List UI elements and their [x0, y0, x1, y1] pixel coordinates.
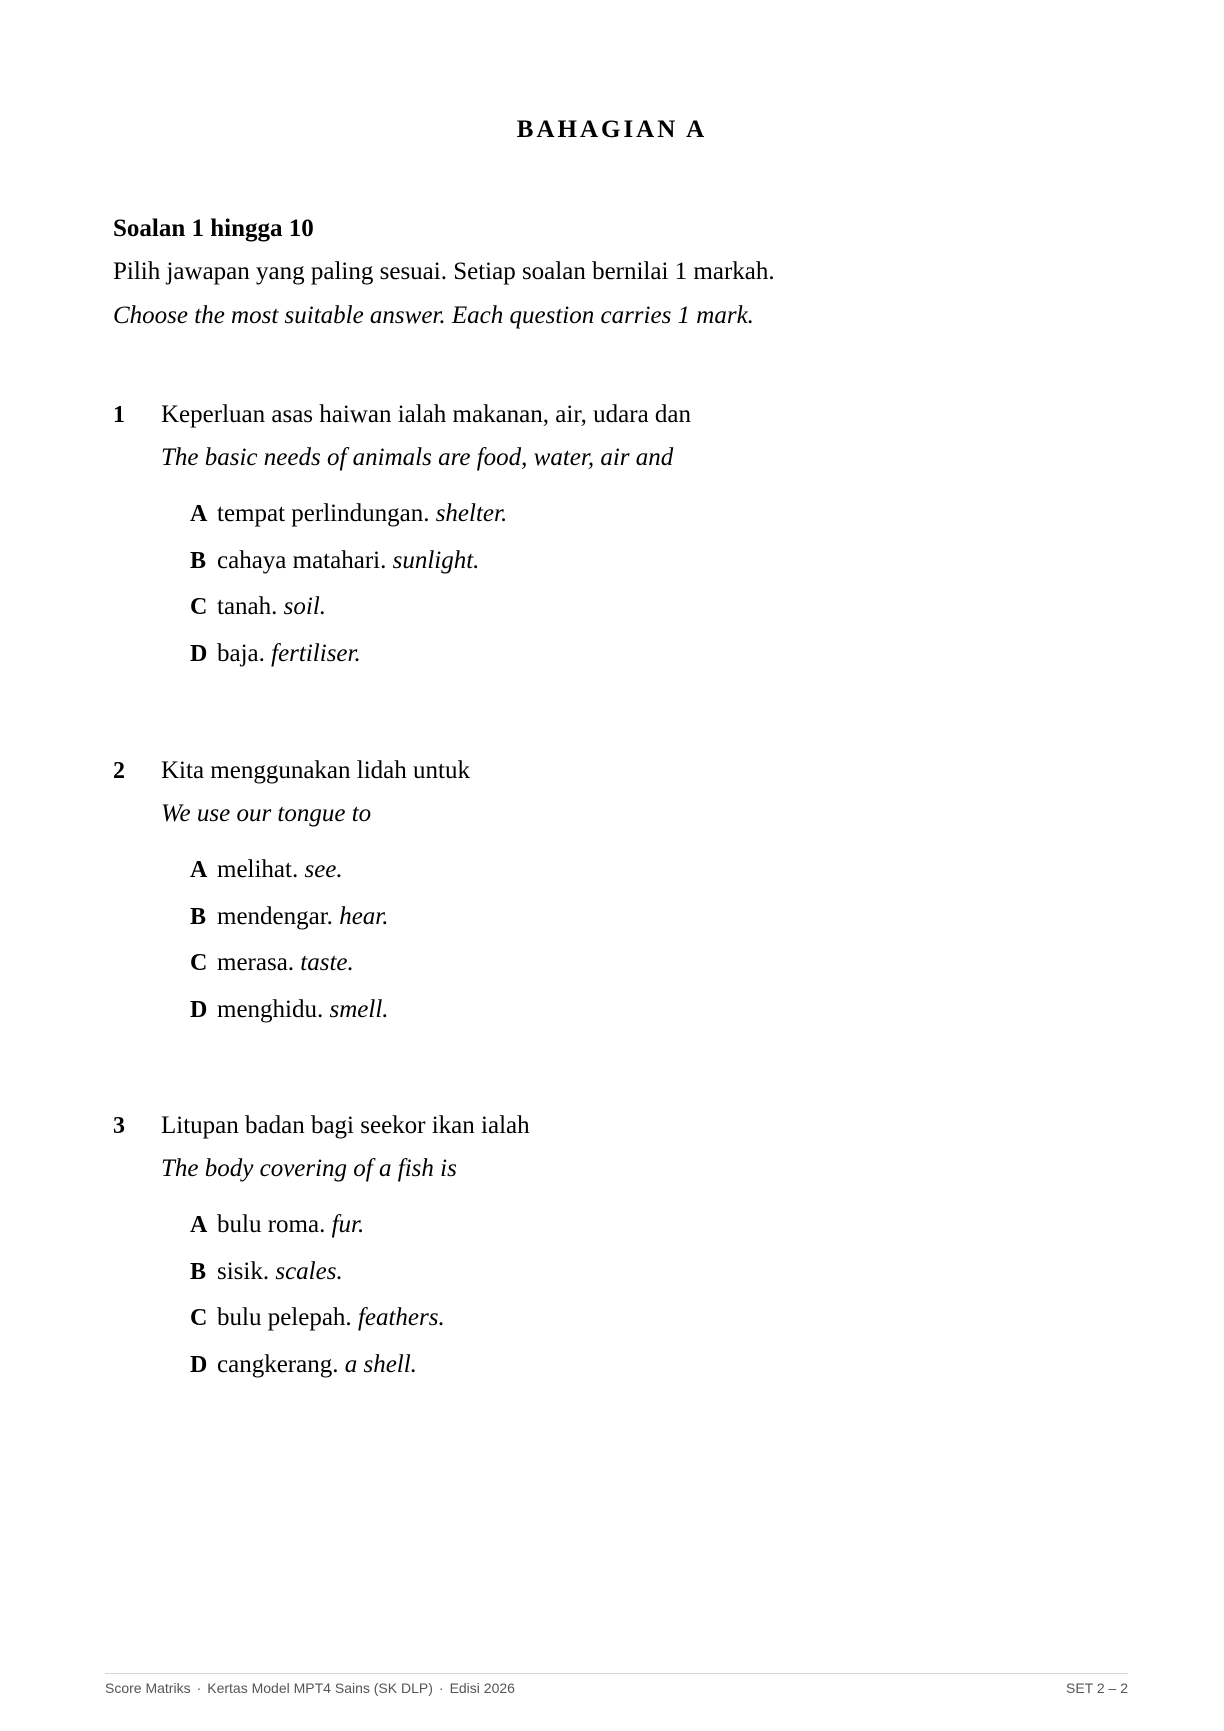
- option-letter: B: [190, 547, 207, 574]
- option-text-malay: cahaya matahari.: [217, 546, 387, 574]
- question-number: 3: [113, 1113, 125, 1139]
- option-letter: B: [190, 1258, 207, 1285]
- question-stem-malay: Kita menggunakan lidah untuk: [161, 757, 470, 784]
- option-b[interactable]: [190, 899, 389, 946]
- option-text-english: hear.: [339, 902, 389, 930]
- page-footer: [105, 1673, 1128, 1696]
- footer-separator: ·: [438, 1680, 444, 1696]
- option-letter: B: [190, 903, 207, 930]
- option-d[interactable]: [190, 992, 389, 1039]
- option-text-english: fertiliser.: [271, 639, 361, 667]
- question-number: 2: [113, 758, 125, 784]
- option-letter: D: [190, 996, 208, 1023]
- option-letter: C: [190, 594, 208, 620]
- footer-page-label: SET 2 – 2: [1065, 1680, 1128, 1696]
- footer-publisher: Score Matriks: [105, 1680, 191, 1696]
- footer-left: [105, 1679, 515, 1697]
- option-text-english: soil.: [283, 593, 327, 620]
- option-text-malay: merasa.: [217, 949, 295, 976]
- section-title: BAHAGIAN A: [516, 116, 708, 143]
- option-d[interactable]: [190, 1347, 445, 1394]
- question-stem-english: The body covering of a fish is: [161, 1155, 457, 1182]
- option-text-english: taste.: [300, 949, 354, 976]
- instructions-heading: Soalan 1 hingga 10: [113, 215, 314, 242]
- footer-edition: Edisi 2026: [449, 1680, 515, 1696]
- option-letter: A: [190, 857, 208, 883]
- footer-separator: ·: [196, 1680, 202, 1696]
- option-a[interactable]: [190, 852, 389, 899]
- option-text-malay: melihat.: [217, 856, 299, 883]
- option-letter: D: [190, 1351, 208, 1378]
- option-letter: D: [190, 640, 208, 667]
- instructions-english: Choose the most suitable answer. Each question carries 1 mark.: [113, 302, 754, 329]
- answer-options: [190, 852, 389, 1038]
- instructions-block: [113, 211, 1113, 342]
- option-a[interactable]: [190, 1207, 445, 1254]
- option-text-english: a shell.: [344, 1350, 417, 1378]
- option-text-malay: mendengar.: [217, 902, 333, 930]
- option-letter: C: [190, 1305, 208, 1331]
- option-text-english: smell.: [329, 995, 389, 1023]
- option-text-english: shelter.: [435, 500, 508, 527]
- option-text-malay: sisik.: [217, 1257, 270, 1285]
- option-b[interactable]: [190, 1254, 445, 1301]
- option-text-malay: bulu pelepah.: [217, 1304, 352, 1331]
- option-c[interactable]: [190, 1300, 445, 1347]
- option-text-english: feathers.: [357, 1304, 445, 1331]
- option-text-malay: tanah.: [217, 593, 278, 620]
- option-text-english: fur.: [331, 1211, 365, 1238]
- option-text-malay: baja.: [217, 639, 265, 667]
- option-b[interactable]: [190, 543, 507, 590]
- option-letter: A: [190, 501, 208, 527]
- option-letter: C: [190, 950, 208, 976]
- option-a[interactable]: [190, 496, 507, 543]
- option-c[interactable]: [190, 945, 389, 992]
- option-c[interactable]: [190, 589, 507, 636]
- option-text-english: sunlight.: [392, 546, 480, 574]
- question-stem-malay: Litupan badan bagi seekor ikan ialah: [161, 1112, 530, 1139]
- footer-paper-title: Kertas Model MPT4 Sains (SK DLP): [207, 1680, 433, 1696]
- option-text-malay: cangkerang.: [217, 1350, 339, 1378]
- question-stem-english: The basic needs of animals are food, water, air and: [161, 444, 674, 471]
- option-text-malay: menghidu.: [217, 995, 324, 1023]
- answer-options: [190, 496, 507, 682]
- option-letter: A: [190, 1212, 208, 1238]
- answer-options: [190, 1207, 445, 1393]
- option-d[interactable]: [190, 636, 507, 683]
- instructions-malay: Pilih jawapan yang paling sesuai. Setiap soalan bernilai 1 markah.: [113, 258, 775, 285]
- question-stem-english: We use our tongue to: [161, 800, 372, 827]
- question-stem-malay: Keperluan asas haiwan ialah makanan, air, udara dan: [161, 401, 692, 428]
- option-text-malay: tempat perlindungan.: [217, 500, 430, 527]
- question-number: 1: [113, 402, 125, 428]
- option-text-malay: bulu roma.: [217, 1211, 326, 1238]
- option-text-english: see.: [304, 856, 343, 883]
- option-text-english: scales.: [275, 1257, 343, 1285]
